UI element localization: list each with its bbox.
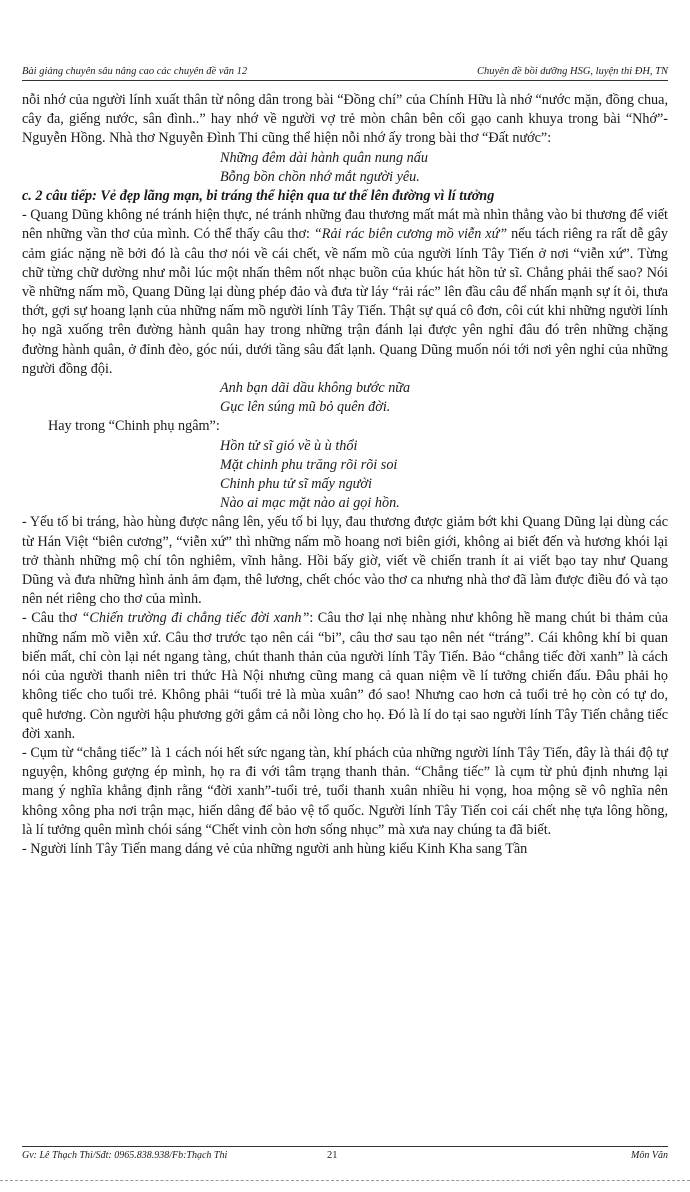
paragraph-4: - Yếu tố bi tráng, hào hùng được nâng lên, yếu tố bi lụy, đau thương được giảm bớt khi Quang Dũng lại dùng các từ Hán Việt “biên cương”, “viễn xứ” thì những nấm mồ hoang nơi biên giới, không ai biết đến và hương khói lại trở thành những mộ chí tôn nghiêm, vĩnh hằng. Hồi bấy giờ, viết về chiến tranh ít ai viết bạo tay như Quang Dũng và đưa những hình ảnh ảm đạm, thê lương, chết chóc vào thơ ca nhưng nhà thơ đã làm được điều đó và tạo nên nét riêng cho thơ của mình. [22, 514, 668, 608]
paragraph-5-text-a: - Câu thơ [22, 610, 82, 627]
verse-line: Những đêm dài hành quân nung nấu [220, 149, 428, 166]
page-header [22, 66, 668, 81]
header-right-text: Chuyên đề bồi dưỡng HSG, luyện thi ĐH, TN [477, 66, 668, 77]
paragraph-1: nỗi nhớ của người lính xuất thân từ nông dân trong bài “Đồng chí” của Chính Hữu là nhớ “nước mặn, đồng chua, cây đa, giếng nước, sân đình..” hay nhớ về người vợ trẻ mòn chân bên cối gạo canh khuya trong bài “Nhớ”-Nguyễn Hồng. Nhà thơ Nguyễn Đình Thi cũng thể hiện nỗi nhớ ấy trong bài thơ “Đất nước”: [22, 92, 668, 147]
verse-line: Gục lên súng mũ bỏ quên đời. [220, 399, 391, 416]
paragraph-5 [22, 609, 668, 743]
footer-author: Gv: Lê Thạch Thi/Sđt: 0965.838.938/Fb:Thạch Thi [22, 1150, 228, 1161]
verse-line: Bỗng bồn chồn nhớ mắt người yêu. [220, 168, 420, 185]
paragraph-5-text-b: : Câu thơ lại nhẹ nhàng như không hề mang chút bi thảm của những nấm mồ viễn xứ. Câu thơ trước tạo nên cái “bi”, câu thơ sau tạo nên nét “tráng”. Cái không khí bi quan biến mất, chỉ còn lại nét ngang tàng, chút thanh thản của người lính Tây Tiến. Bảo “chẳng tiếc đời xanh” là cách nói của người thanh niên tri thức Hà Nội nhưng cũng mang cả quan niệm về lí tưởng chiến đấu. Đâu phải họ không tiếc cho tuổi trẻ. Không phải “tuổi trẻ là mùa xuân” đó sao! Nhưng cao hơn cả tuổi trẻ họ còn có tự do, quê hương. Còn người hậu phương gởi gắm cả nỗi lòng cho họ. Đó là lí do tại sao người lính Tây Tiến chẳng tiếc đời xanh. [22, 610, 668, 742]
paragraph-2-quote: “Rải rác biên cương mồ viễn xứ” [313, 226, 508, 243]
footer-subject: Môn Văn [631, 1150, 668, 1161]
paragraph-2 [22, 206, 668, 379]
verse-chinh-phu-ngam [22, 437, 668, 514]
page-body [22, 91, 668, 859]
page-footer [22, 1146, 668, 1161]
paragraph-2-text-a: - Quang Dũng không né tránh hiện thực, né tránh những đau thương mất mát mà nhìn thẳng vào bi thương để viết nên những vần thơ của mình. Có thể thấy câu thơ: [22, 207, 668, 243]
paragraph-5-quote: “Chiến trường đi chẳng tiếc đời xanh” [81, 610, 310, 627]
verse-tay-tien [22, 379, 668, 417]
verse-dat-nuoc [22, 149, 668, 187]
page-edge-divider [0, 1180, 690, 1181]
section-heading: c. 2 câu tiếp: Vẻ đẹp lãng mạn, bi tráng thể hiện qua tư thế lên đường vì lí tưởng [22, 188, 495, 205]
verse-line: Nào ai mạc mặt nào ai gọi hồn. [220, 495, 400, 512]
verse-line: Mặt chinh phu trăng rõi rõi soi [220, 456, 398, 473]
paragraph-2-text-b: nếu tách riêng ra rất dễ gây cảm giác nặng nề bởi đó là câu thơ nói về cái chết, về nấm mồ của người lính Tây Tiến ở nơi “viễn xứ”. Từng chữ từng chữ dường như mỗi lúc một nhấn thêm nốt nhạc buồn của khúc hát hồn tử sĩ. Chẳng phải thế sao? Nói về những nấm mồ, Quang Dũng lại dùng phép đảo và đưa từ láy “rải rác” lên đầu câu để nhấn mạnh sự ít ỏi, thưa thớt, gợi sự hoang lạnh của những nấm mồ người lính Tây Tiến. Thật sự quá cô đơn, côi cút khi những người lính họ ngã xuống trên đường hành quân hay trong những trận đánh lại được yên nghỉ đâu đó trên những chặng đường hành quân, ở đỉnh đèo, góc núi, dưới tầng sâu đất lạnh. Quang Dũng muốn nói tới nơi yên nghỉ của những người đồng đội. [22, 226, 668, 377]
paragraph-7: - Người lính Tây Tiến mang dáng vẻ của những người anh hùng kiểu Kinh Kha sang Tần [22, 840, 528, 857]
verse-line: Hồn tử sĩ gió về ù ù thổi [220, 437, 358, 454]
verse-line: Anh bạn dãi dầu không bước nữa [220, 380, 411, 397]
verse-line: Chinh phu tử sĩ mấy người [220, 476, 372, 493]
paragraph-6: - Cụm từ “chẳng tiếc” là 1 cách nói hết sức ngang tàn, khí phách của những người lính Tây Tiến, đây là thái độ tự nguyện, không gượng ép mình, họ ra đi với tâm trạng thanh thản. “Chẳng tiếc” là cụm từ phủ định nhưng lại mang ý nghĩa khẳng định rằng “đời xanh”-tuổi trẻ, tuổi thanh xuân nhiều hi vọng, hoa mộng sẽ vô nghĩa nên không xông pha nơi trận mạc, hiến dâng để bảo vệ tổ quốc. Người lính Tây Tiến coi cái chết nhẹ tựa lông hồng, là lí tưởng quên mình chói sáng “Chết vinh còn hơn sống nhục” mà xưa nay chúng ta đã biết. [22, 744, 668, 838]
header-left-text: Bài giảng chuyên sâu nâng cao các chuyên đề văn 12 [22, 66, 248, 77]
page-number: 21 [327, 1150, 338, 1161]
paragraph-3: Hay trong “Chinh phụ ngâm”: [48, 418, 220, 435]
